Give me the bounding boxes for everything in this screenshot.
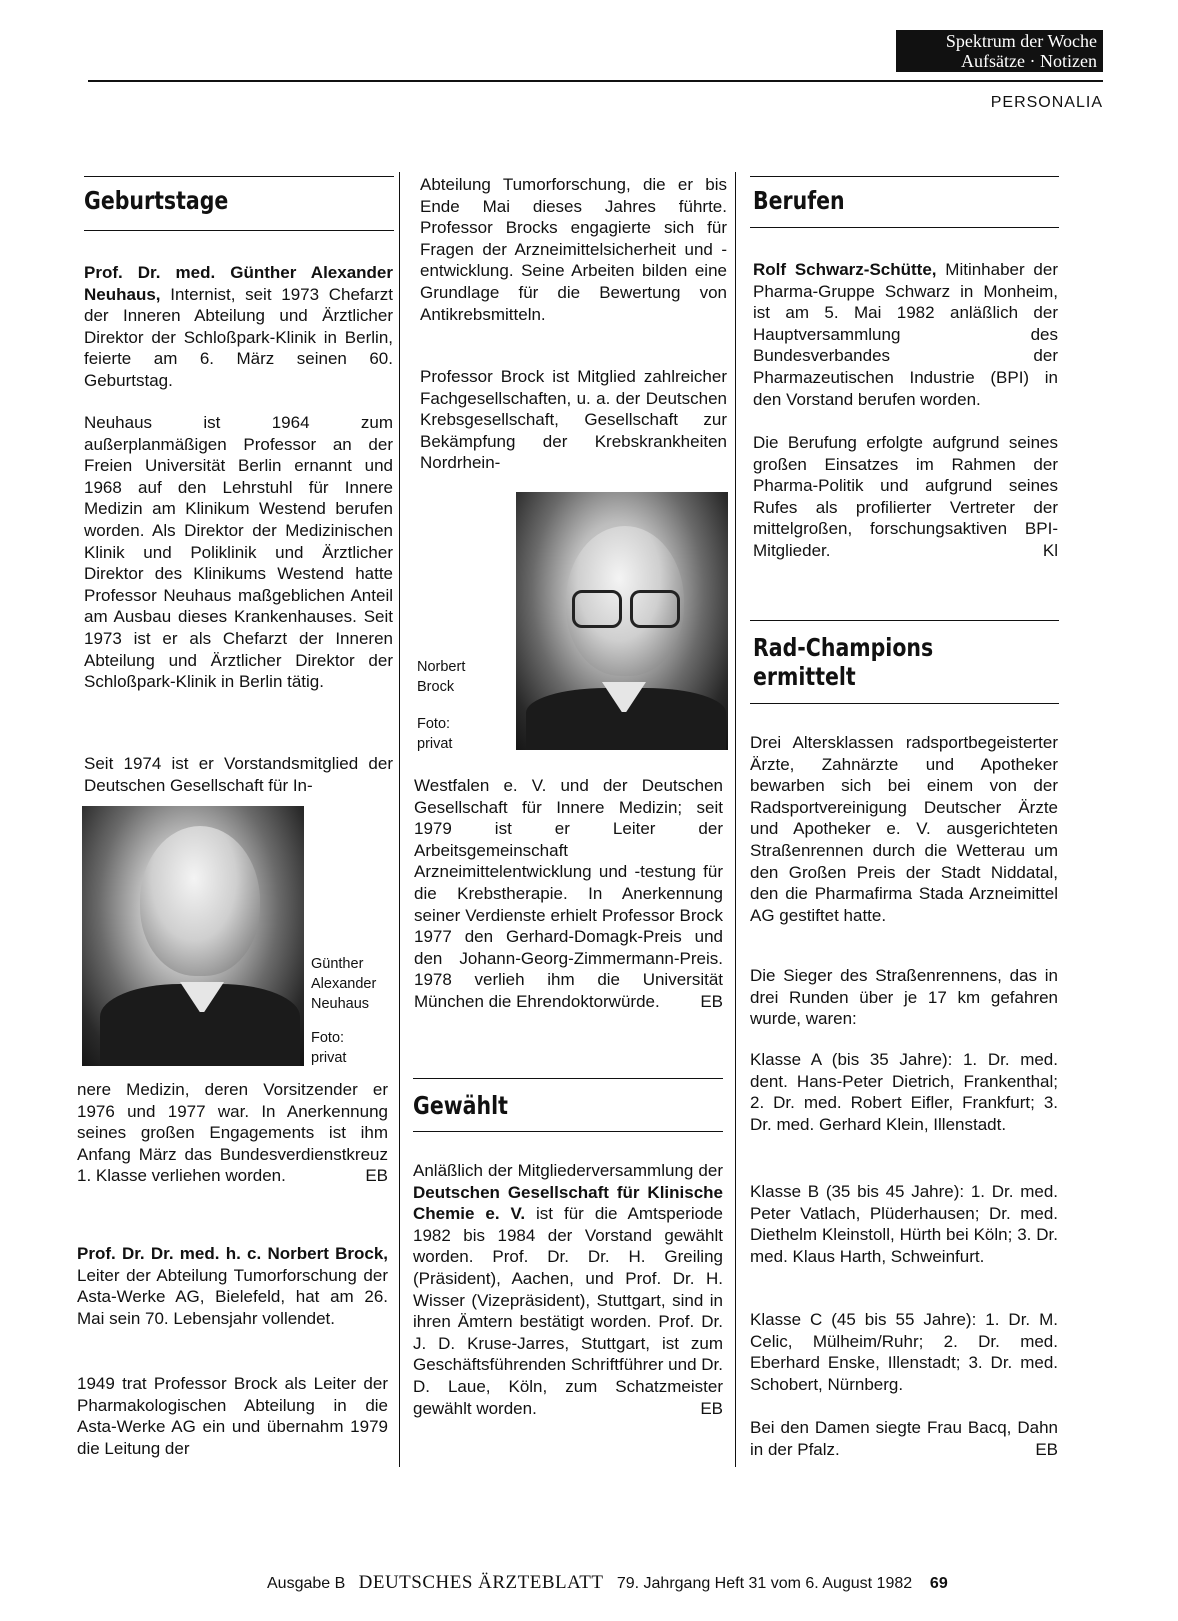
paragraph-text: ist für die Amtsperiode 1982 bis 1984 der Vorstand gewählt worden. Prof. Dr. Dr. H. Greiling (Präsident), Aachen, und Prof. Dr. H. Wisser (Vizepräsident), Stuttgart, sind in ihren Ämtern bestätigt worden. Prof. Dr. J. D. Kruse-Jarres, Stuttgart, ist zum Geschäftsführenden Schriftführer und Dr. D. Laue, Köln, zum Schatzmeister gewählt worden. xyxy=(413,1204,723,1418)
section-rule xyxy=(413,1131,723,1132)
article-paragraph: Drei Altersklassen radsportbegeisterter Ärzte, Zahnärzte und Apotheker bewarben sich bei einem von der Radsportvereinigung Deutscher Ärzte und Apotheker e. V. ausgerichteten Straßenrennen durch die Wetterau um den Großen Preis der Stadt Niddatal, den die Pharmafirma Stada Arzneimittel AG gestiftet hatte. xyxy=(750,733,1058,925)
article-paragraph xyxy=(413,1160,723,1419)
section-rule xyxy=(750,176,1059,177)
author-initials: EB xyxy=(1035,1439,1058,1459)
issue-info: 79. Jahrgang Heft 31 vom 6. August 1982 xyxy=(616,1575,913,1592)
section-rule xyxy=(750,620,1059,621)
photo-caption-credit: Foto: privat xyxy=(311,1030,347,1066)
column-divider-1 xyxy=(399,172,400,1467)
article-paragraph xyxy=(753,432,1058,562)
paragraph-text: Anläßlich der Mitgliederversammlung der xyxy=(413,1161,723,1180)
person-name: Prof. Dr. Dr. med. h. c. Norbert Brock, xyxy=(77,1244,388,1263)
section-rule xyxy=(84,230,394,231)
heading-berufen: Berufen xyxy=(753,186,845,215)
portrait-photo-neuhaus xyxy=(82,806,304,1066)
article-paragraph: Die Sieger des Straßenrennens, das in drei Runden über je 17 km gefahren wurde, waren: xyxy=(750,966,1058,1029)
heading-line: ermittelt xyxy=(753,662,856,691)
article-paragraph: Klasse B (35 bis 45 Jahre): 1. Dr. med. Peter Vatlach, Plüderhausen; Dr. med. Diethelm Kleinstoll, Hürth bei Köln; 3. Dr. med. Klaus Harth, Schweinfurt. xyxy=(750,1182,1058,1266)
photo-caption-name: Norbert Brock xyxy=(417,659,466,695)
header-rule xyxy=(88,80,1103,82)
section-badge xyxy=(896,30,1103,72)
article-paragraph xyxy=(750,1417,1058,1460)
section-rule xyxy=(750,227,1059,228)
article-paragraph: Seit 1974 ist er Vorstandsmitglied der Deutschen Gesellschaft für In- xyxy=(84,754,393,795)
paragraph-text: Bei den Damen siegte Frau Bacq, Dahn in der Pfalz. xyxy=(750,1418,1058,1459)
edition-label: Ausgabe B xyxy=(267,1575,346,1592)
article-paragraph xyxy=(753,259,1058,410)
heading-geburtstage: Geburtstage xyxy=(84,186,229,215)
heading-gewaehlt: Gewählt xyxy=(413,1091,508,1120)
article-paragraph xyxy=(414,775,723,1013)
article-paragraph: Klasse C (45 bis 55 Jahre): 1. Dr. M. Celic, Mülheim/Ruhr; 2. Dr. med. Eberhard Enske, Illenstadt; 3. Dr. med. Schobert, Nürnberg. xyxy=(750,1310,1058,1394)
page-footer xyxy=(267,1572,1067,1594)
article-paragraph: 1949 trat Professor Brock als Leiter der Pharmakologischen Abteilung in die Asta-Werke AG ein und übernahm 1979 die Leitung der xyxy=(77,1374,388,1458)
author-initials: EB xyxy=(700,991,723,1011)
author-initials: EB xyxy=(365,1166,388,1186)
heading-line: Rad-Champions xyxy=(753,633,934,662)
category-label: PERSONALIA xyxy=(990,94,1103,111)
article-paragraph: Abteilung Tumorforschung, die er bis Ende Mai dieses Jahres führte. Professor Brocks engagierte sich für Fragen der Arzneimittelsicherheit und -entwicklung. Seine Arbeiten bilden eine Grundlage für die Bewertung von Antikrebsmitteln. xyxy=(420,175,727,324)
column-divider-2 xyxy=(735,172,736,1467)
section-rule xyxy=(413,1078,723,1079)
paragraph-text: Internist, seit 1973 Chefarzt der Inneren Abteilung und Ärztlicher Direktor der Schloßpark-Klinik in Berlin, feierte am 6. März seinen 60. Geburtstag. xyxy=(84,284,393,390)
paragraph-text: Mitinhaber der Pharma-Gruppe Schwarz in Monheim, ist am 5. Mai 1982 anläßlich der Hauptversammlung des Bundesverbandes der Pharmazeutischen Industrie (BPI) in den Vorstand berufen worden. xyxy=(753,260,1058,409)
article-paragraph: Neuhaus ist 1964 zum außerplanmäßigen Professor an der Freien Universität Berlin ernannt und 1968 auf den Lehrstuhl für Innere Medizin am Klinikum Westend berufen worden. Als Direktor der Medizinischen Klinik und Poliklinik und Ärztlicher Direktor des Klinikums Westend hatte Professor Neuhaus maßgeblichen Anteil am Ausbau dieses Krankenhauses. Seit 1973 ist er als Chefarzt der Inneren Abteilung und Ärztlicher Direktor der Schloßpark-Klinik in Berlin tätig. xyxy=(84,413,393,692)
author-initials: EB xyxy=(700,1398,723,1418)
article-paragraph: Professor Brock ist Mitglied zahlreicher Fachgesellschaften, u. a. der Deutschen Krebsgesellschaft, Gesellschaft zur Bekämpfung der Krebskrankheiten Nordrhein- xyxy=(420,367,727,473)
person-name: Rolf Schwarz-Schütte, xyxy=(753,260,937,279)
organization-name: Deutschen Gesellschaft für Klinische Chemie e. V. xyxy=(413,1182,723,1224)
section-rule xyxy=(750,703,1059,704)
section-rule xyxy=(84,176,394,177)
page-number: 69 xyxy=(929,1575,948,1592)
author-initials: Kl xyxy=(1042,540,1058,560)
paragraph-text: Leiter der Abteilung Tumorforschung der Asta-Werke AG, Bielefeld, hat am 26. Mai sein 70. Lebensjahr vollendet. xyxy=(77,1265,388,1328)
photo-caption-name: Günther Alexander Neuhaus xyxy=(311,956,377,1012)
person-name: Prof. Dr. med. Günther Alexander Neuhaus, xyxy=(84,263,393,304)
article-paragraph xyxy=(77,1079,388,1187)
paragraph-text: Die Berufung erfolgte aufgrund seines großen Einsatzes im Rahmen der Pharma-Politik und aufgrund seines Rufes als profilierter Vertreter der mittelgroßen, forschungsaktiven BPI-Mitglieder. xyxy=(753,433,1058,560)
section-subtitle: Aufsätze · Notizen xyxy=(961,51,1097,71)
article-paragraph xyxy=(84,262,393,392)
article-paragraph: Klasse A (bis 35 Jahre): 1. Dr. med. dent. Hans-Peter Dietrich, Frankenthal; 2. Dr. med. Robert Eifler, Frankfurt; 3. Dr. med. Gerhard Klein, Illenstadt. xyxy=(750,1050,1058,1134)
portrait-photo-brock xyxy=(516,492,728,750)
paragraph-text: nere Medizin, deren Vorsitzender er 1976 und 1977 war. In Anerkennung seines großen Engagements ist ihm Anfang März das Bundesverdienstkreuz 1. Klasse verliehen worden. xyxy=(77,1080,388,1186)
section-title: Spektrum der Woche xyxy=(945,31,1097,51)
article-paragraph xyxy=(77,1243,388,1329)
magazine-name: DEUTSCHES ÄRZTEBLATT xyxy=(358,1572,604,1593)
paragraph-text: Westfalen e. V. und der Deutschen Gesellschaft für Innere Medizin; seit 1979 ist er Leiter der Arbeitsgemeinschaft Arzneimittelentwicklung und -testung für die Krebstherapie. In Anerkennung seiner Verdienste erhielt Professor Brock 1977 den Gerhard-Domagk-Preis und den Johann-Georg-Zimmermann-Preis. 1978 verlieh ihm die Universität München die Ehrendoktorwürde. xyxy=(414,776,723,1011)
photo-caption-credit: Foto: privat xyxy=(417,716,453,752)
heading-rad-champions xyxy=(753,633,933,691)
